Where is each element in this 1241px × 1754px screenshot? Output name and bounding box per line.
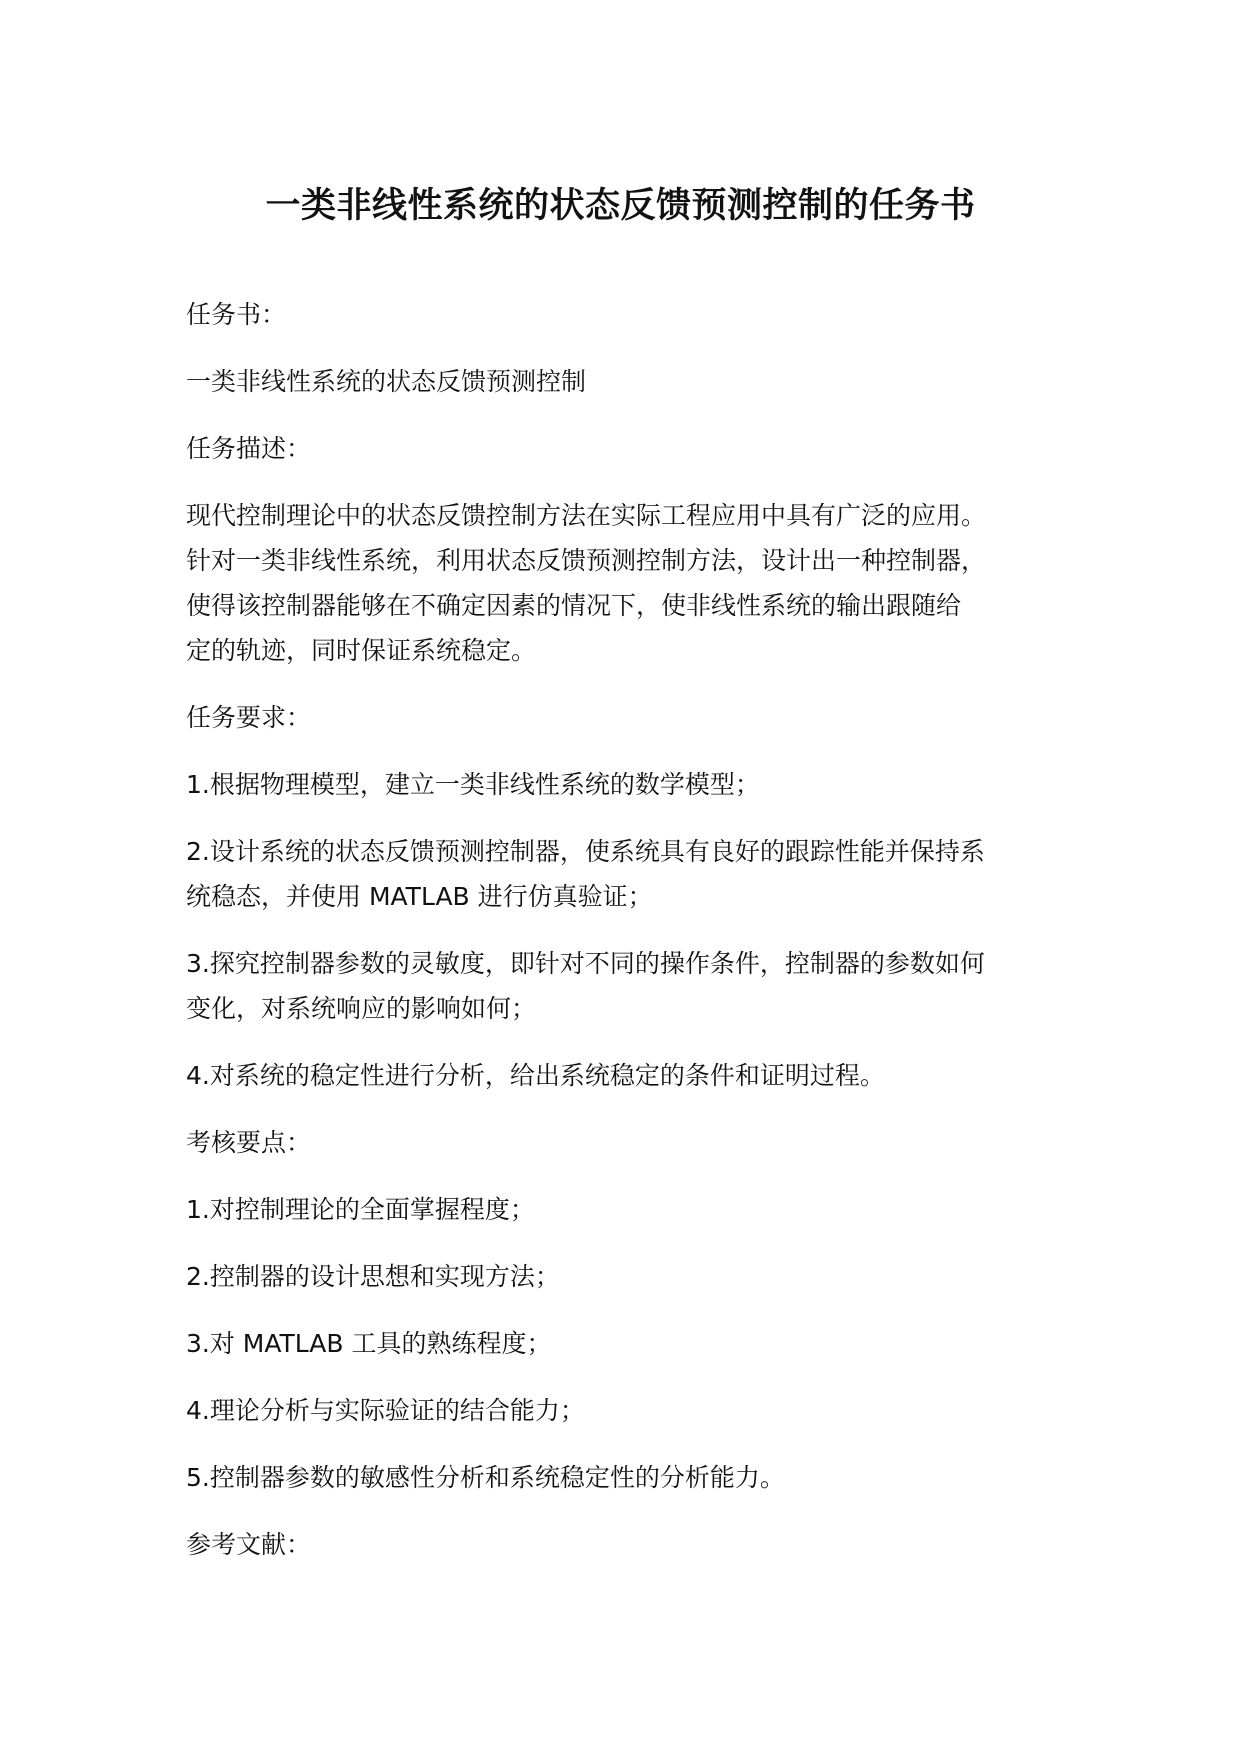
requirement-item-1: 1.根据物理模型，建立一类非线性系统的数学模型； bbox=[186, 770, 760, 799]
requirement-item-4: 4.对系统的稳定性进行分析，给出系统稳定的条件和证明过程。 bbox=[186, 1061, 885, 1090]
assessment-item-4: 4.理论分析与实际验证的结合能力； bbox=[186, 1396, 585, 1425]
section-label-task-book: 任务书： bbox=[186, 300, 287, 329]
document-body bbox=[186, 292, 1086, 1589]
requirement-item-2: 2.设计系统的状态反馈预测控制器，使系统具有良好的跟踪性能并保持系 统稳态，并使用 MATLAB 进行仿真验证； bbox=[186, 837, 985, 911]
assessment-item-5: 5.控制器参数的敏感性分析和系统稳定性的分析能力。 bbox=[186, 1463, 785, 1492]
section-label-references: 参考文献： bbox=[186, 1530, 312, 1559]
assessment-item-2: 2.控制器的设计思想和实现方法； bbox=[186, 1262, 560, 1291]
section-label-assessment-points: 考核要点： bbox=[186, 1128, 312, 1157]
requirement-item-3: 3.探究控制器参数的灵敏度，即针对不同的操作条件，控制器的参数如何 变化，对系统响应的影响如何； bbox=[186, 949, 985, 1023]
assessment-item-1: 1.对控制理论的全面掌握程度； bbox=[186, 1195, 535, 1224]
assessment-item-3: 3.对 MATLAB 工具的熟练程度； bbox=[186, 1329, 552, 1358]
task-name: 一类非线性系统的状态反馈预测控制 bbox=[186, 367, 587, 396]
section-label-task-requirements: 任务要求： bbox=[186, 703, 312, 732]
task-description-text: 现代控制理论中的状态反馈控制方法在实际工程应用中具有广泛的应用。 针对一类非线性系统，利用状态反馈预测控制方法，设计出一种控制器， 使得该控制器能够在不确定因素的情况下，使非线性系统的输出跟随给 定的轨迹，同时保证系统稳定。 bbox=[186, 501, 987, 665]
section-label-task-description: 任务描述： bbox=[186, 434, 312, 463]
document-title: 一类非线性系统的状态反馈预测控制的任务书 bbox=[265, 186, 976, 226]
